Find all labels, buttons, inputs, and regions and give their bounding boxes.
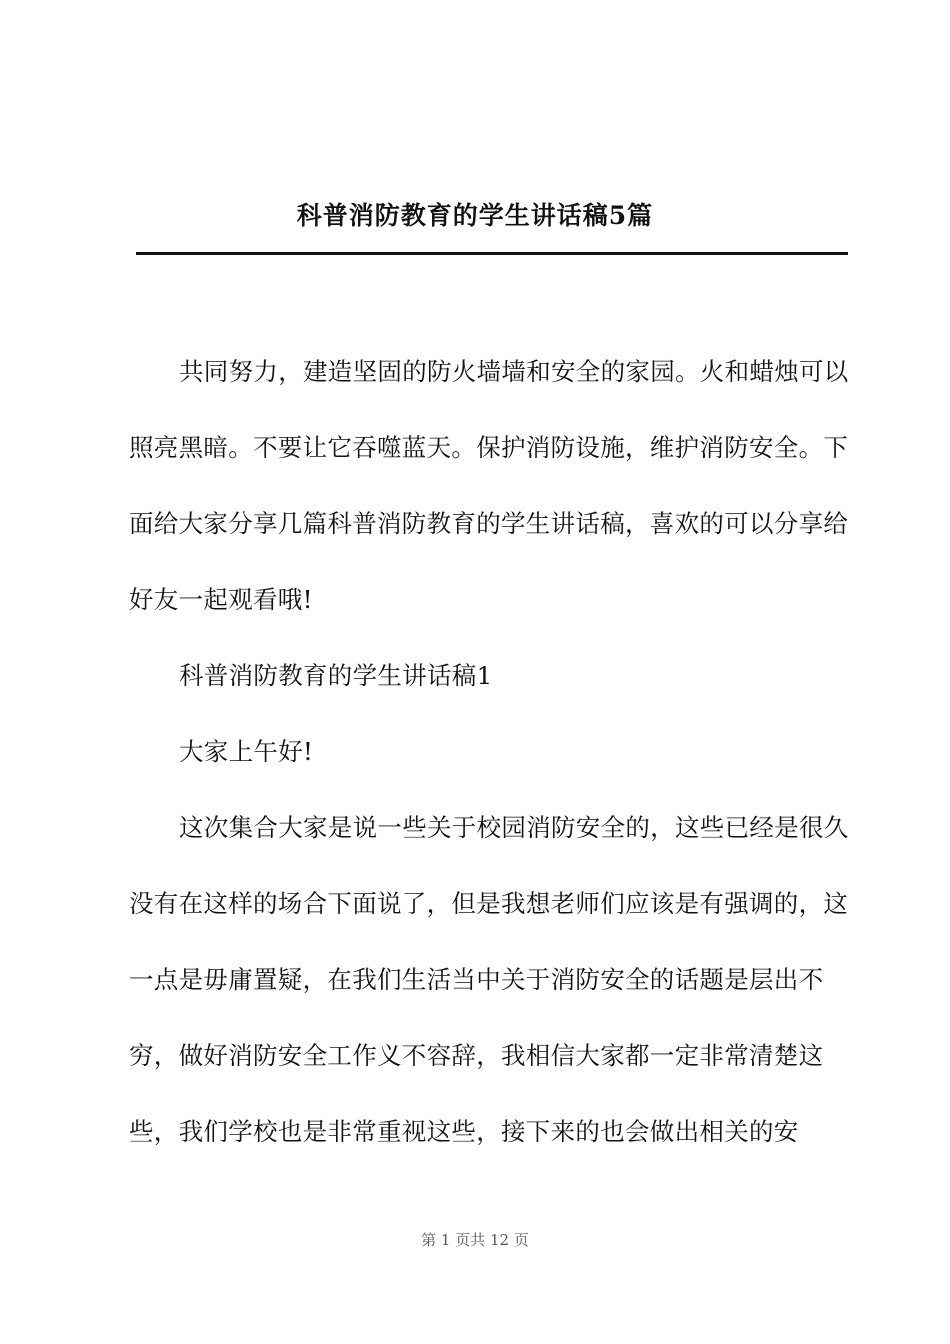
page-title: 科普消防教育的学生讲话稿5篇 bbox=[296, 201, 654, 230]
intro-paragraph: 共同努力，建造坚固的防火墙墙和安全的家园。火和蜡烛可以照亮黑暗。不要让它吞噬蓝天。保护消防设施，维护消防安全。下面给大家分享几篇科普消防教育的学生讲话稿，喜欢的可以分享给好友一起观看哦! bbox=[129, 357, 849, 614]
section-heading: 科普消防教育的学生讲话稿1 bbox=[179, 661, 493, 690]
page-number-footer: 第 1 页共 12 页 bbox=[421, 1231, 529, 1249]
greeting-paragraph: 大家上午好! bbox=[179, 737, 314, 766]
title-divider bbox=[136, 252, 848, 255]
body-paragraph: 这次集合大家是说一些关于校园消防安全的，这些已经是很久没有在这样的场合下面说了，但是我想老师们应该是有强调的，这一点是毋庸置疑，在我们生活当中关于消防安全的话题是层出不穷，做好消防安全工作义不容辞，我相信大家都一定非常清楚这些，我们学校也是非常重视这些，接下来的也会做出相关的安 bbox=[129, 813, 849, 1146]
document-body bbox=[129, 334, 854, 1170]
